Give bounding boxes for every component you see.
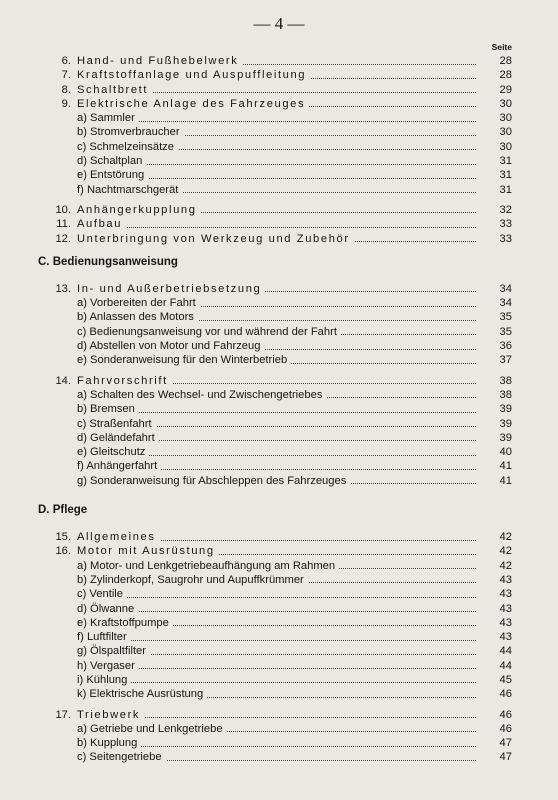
entry-page: 33 [482,217,512,231]
subentry-title: b) Stromverbraucher [77,125,184,139]
subentry-title: c) Schmelzeinsätze [77,140,178,154]
toc-subentry [0,417,558,431]
subentry-page: 42 [482,559,512,573]
toc-entry [0,54,558,68]
dot-leader [80,611,476,612]
entry-number: 15. [55,531,71,544]
table-of-contents [0,54,558,771]
subentry-page: 30 [482,125,512,139]
toc-entry [0,83,558,97]
entry-number: 12. [55,232,71,245]
toc-subentry [0,402,558,416]
subentry-page: 46 [482,722,512,736]
toc-subentry [0,659,558,673]
subentry-title: b) Anlassen des Motors [77,310,198,324]
entry-title: Kraftstoffanlage und Auspuffleitung [77,68,310,82]
toc-subentry [0,736,558,750]
subentry-title: e) Gleitschutz [77,445,149,459]
entry-number: 6. [61,55,71,67]
entry-page: 42 [482,530,512,544]
subentry-page: 47 [482,736,512,750]
subentry-title: e) Entstörung [77,168,148,182]
subentry-page: 31 [482,154,512,168]
entry-number: 7. [61,69,71,82]
toc-subentry [0,154,558,168]
entry-title: Motor mit Ausrüstung [77,544,219,558]
subentry-title: g) Ölspaltfilter [77,644,150,658]
dot-leader [80,227,476,228]
subentry-title: a) Motor- und Lenkgetriebeaufhängung am Rahmen [77,559,339,573]
entry-page: 42 [482,544,512,558]
subentry-page: 30 [482,140,512,154]
entry-page: 32 [482,203,512,217]
toc-subentry [0,183,558,197]
subentry-title: d) Abstellen von Motor und Fahrzeug [77,339,264,353]
dot-leader [80,682,476,683]
subentry-page: 39 [482,402,512,416]
toc-subentry [0,431,558,445]
subentry-page: 36 [482,339,512,353]
subentry-title: f) Anhängerfahrt [77,459,161,473]
subentry-page: 40 [482,445,512,459]
subentry-page: 38 [482,388,512,402]
subentry-page: 30 [482,111,512,125]
entry-title: In- und Außerbetriebsetzung [77,282,265,296]
subentry-page: 37 [482,353,512,367]
entry-title: Hand- und Fußhebelwerk [77,54,242,68]
toc-subentry [0,445,558,459]
subentry-title: e) Kraftstoffpumpe [77,616,173,630]
toc-subentry [0,559,558,573]
toc-subentry [0,339,558,353]
subentry-title: a) Vorbereiten der Fahrt [77,296,200,310]
toc-subentry [0,587,558,601]
toc-entry [0,530,558,544]
toc-subentry [0,325,558,339]
subentry-page: 41 [482,474,512,488]
entry-page: 28 [482,68,512,82]
subentry-page: 39 [482,431,512,445]
toc-subentry [0,573,558,587]
toc-subentry [0,750,558,764]
subentry-page: 31 [482,168,512,182]
subentry-title: f) Nachtmarschgerät [77,183,182,197]
subentry-page: 45 [482,673,512,687]
subentry-page: 44 [482,659,512,673]
toc-subentry [0,296,558,310]
entry-number: 14. [55,374,71,387]
entry-title: Allgemeines [77,530,160,544]
entry-page: 34 [482,282,512,296]
subentry-page: 35 [482,325,512,339]
subentry-title: c) Straßenfahrt [77,417,156,431]
subentry-page: 43 [482,573,512,587]
entry-number: 10. [55,203,71,216]
subentry-title: k) Elektrische Ausrüstung [77,687,207,701]
toc-subentry [0,111,558,125]
entry-page: 30 [482,97,512,111]
dot-leader [80,597,476,598]
subentry-title: c) Bedienungsanweisung vor und während der Fahrt [77,325,341,339]
toc-subentry [0,125,558,139]
subentry-title: a) Sammler [77,111,139,125]
seite-column-label: Seite [491,42,512,52]
subentry-title: e) Sonderanweisung für den Winterbetrieb [77,353,291,367]
subentry-title: i) Kühlung [77,673,131,687]
section-heading: D. Pflege [38,504,88,517]
toc-subentry [0,310,558,324]
entry-title: Triebwerk [77,708,144,722]
toc-subentry [0,630,558,644]
toc-entry [0,203,558,217]
toc-subentry [0,459,558,473]
entry-title: Schaltbrett [77,83,152,97]
subentry-page: 43 [482,602,512,616]
toc-subentry [0,616,558,630]
subentry-page: 35 [482,310,512,324]
entry-spacer [0,765,558,771]
section-heading: C. Bedienungsanweisung [38,255,178,268]
toc-entry [0,97,558,111]
entry-page: 46 [482,708,512,722]
entry-number: 16. [55,545,71,558]
toc-subentry [0,140,558,154]
subentry-page: 47 [482,750,512,764]
subentry-title: d) Schaltplan [77,154,146,168]
subentry-page: 43 [482,587,512,601]
toc-subentry [0,168,558,182]
subentry-page: 34 [482,296,512,310]
toc-subentry [0,388,558,402]
page-number: — 4 — [253,14,305,33]
subentry-title: d) Ölwanne [77,602,138,616]
subentry-title: g) Sonderanweisung für Abschleppen des Fahrzeuges [77,474,350,488]
subentry-title: a) Getriebe und Lenkgetriebe [77,722,227,736]
subentry-title: b) Bremsen [77,402,139,416]
entry-page: 28 [482,54,512,68]
toc-entry [0,217,558,231]
subentry-page: 43 [482,630,512,644]
toc-entry [0,374,558,388]
entry-title: Fahrvorschrift [77,374,172,388]
subentry-page: 41 [482,459,512,473]
toc-subentry [0,602,558,616]
subentry-page: 31 [482,183,512,197]
toc-subentry [0,353,558,367]
toc-entry [0,232,558,246]
dot-leader [80,640,476,641]
entry-title: Aufbau [77,217,126,231]
dot-leader [80,121,476,122]
toc-subentry [0,722,558,736]
subentry-title: d) Geländefahrt [77,431,159,445]
subentry-title: f) Luftfilter [77,630,131,644]
entry-number: 11. [56,218,71,231]
entry-spacer [0,488,558,494]
entry-title: Unterbringung von Werkzeug und Zubehör [77,232,354,246]
subentry-title: a) Schalten des Wechsel- und Zwischengetriebes [77,388,326,402]
entry-title: Elektrische Anlage des Fahrzeuges [77,97,309,111]
subentry-page: 46 [482,687,512,701]
entry-number: 17. [55,708,71,721]
toc-subentry [0,673,558,687]
entry-title: Anhängerkupplung [77,203,201,217]
toc-entry [0,282,558,296]
toc-entry [0,68,558,82]
dot-leader [80,412,476,413]
entry-page: 38 [482,374,512,388]
entry-number: 8. [61,83,71,96]
entry-number: 9. [61,97,71,110]
toc-subentry [0,687,558,701]
entry-page: 33 [482,232,512,246]
subentry-page: 44 [482,644,512,658]
subentry-page: 39 [482,417,512,431]
entry-number: 13. [55,282,71,295]
dot-leader [80,668,476,669]
subentry-title: c) Seitengetriebe [77,750,166,764]
entry-page: 29 [482,83,512,97]
toc-entry [0,544,558,558]
toc-subentry [0,644,558,658]
subentry-title: b) Kupplung [77,736,141,750]
subentry-title: h) Vergaser [77,659,139,673]
subentry-title: b) Zylinderkopf, Saugrohr und Aupuffkrümmer [77,573,308,587]
subentry-page: 43 [482,616,512,630]
toc-entry [0,708,558,722]
subentry-title: c) Ventile [77,587,127,601]
toc-subentry [0,474,558,488]
